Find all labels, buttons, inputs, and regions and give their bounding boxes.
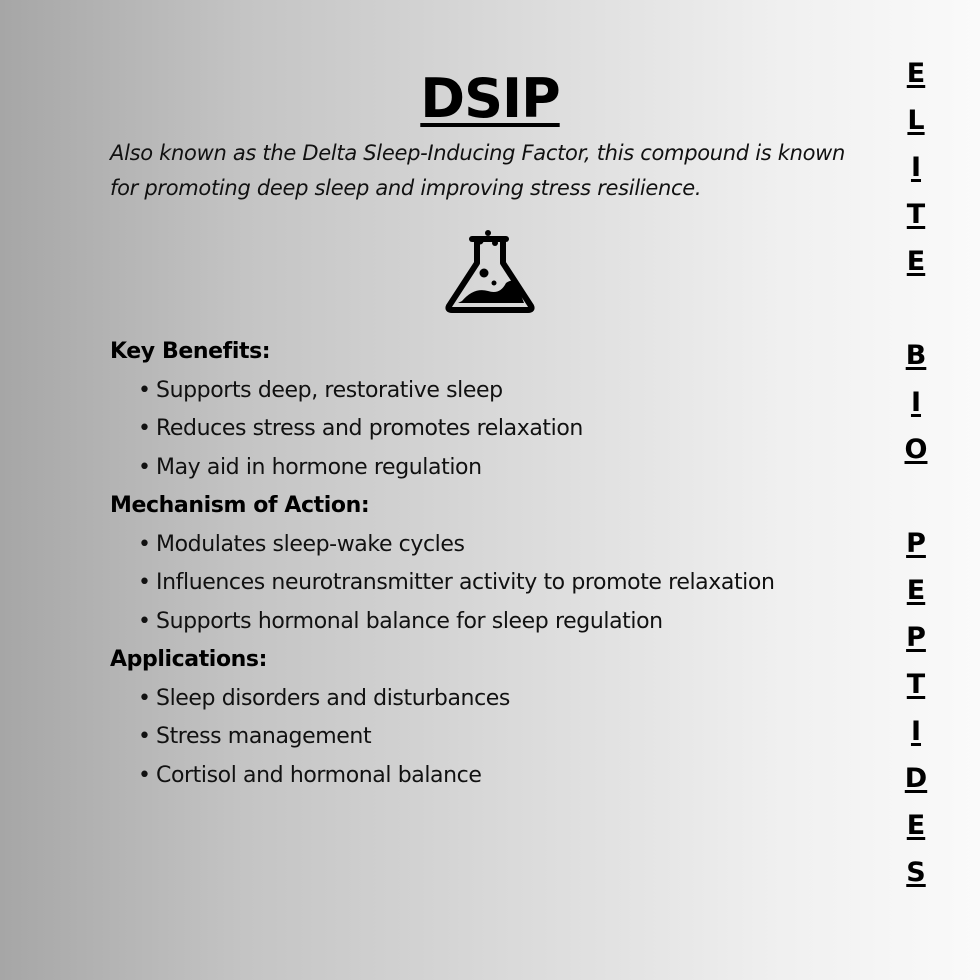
brand-letter: S	[906, 857, 926, 888]
list-item-text: Sleep disorders and disturbances	[156, 685, 510, 711]
bullet-icon: •	[138, 608, 151, 634]
bullet-icon: •	[138, 570, 151, 595]
list-item-text: Cortisol and hormonal balance	[156, 762, 482, 788]
section-heading-key-benefits: Key Benefits:	[110, 339, 271, 364]
brand-letter: P	[906, 622, 926, 653]
brand-letter: D	[904, 763, 928, 794]
section-heading-applications: Applications:	[110, 647, 268, 672]
list-item	[110, 410, 870, 449]
brand-vertical-text	[890, 50, 942, 896]
list-item	[110, 526, 870, 565]
list-item-text: Stress management	[156, 724, 372, 749]
bullet-icon: •	[138, 531, 151, 557]
list-item	[110, 564, 870, 603]
list-item-text: Reduces stress and promotes relaxation	[156, 416, 583, 441]
list-item	[110, 718, 870, 757]
bullet-icon: •	[138, 377, 151, 403]
page-title	[0, 66, 980, 132]
brand-spacer	[890, 285, 942, 332]
brand-letter: I	[910, 152, 922, 183]
bullet-icon: •	[138, 762, 151, 788]
flask-icon	[444, 227, 536, 313]
list-item	[110, 680, 870, 719]
content	[110, 333, 870, 795]
brand-letter: E	[906, 58, 926, 89]
bullet-icon: •	[138, 685, 151, 711]
brand-spacer	[890, 473, 942, 520]
brand-letter: E	[906, 246, 926, 277]
brand-letter: T	[906, 199, 926, 230]
list-item-text: May aid in hormone regulation	[156, 454, 482, 480]
brand-letter: I	[910, 387, 922, 418]
list-item-text: Supports hormonal balance for sleep regulation	[156, 608, 663, 634]
brand-letter: T	[906, 669, 926, 700]
section-heading-mechanism: Mechanism of Action:	[110, 493, 370, 518]
list-item	[110, 757, 870, 796]
brand-letter: P	[906, 528, 926, 559]
subtitle: Also known as the Delta Sleep-Inducing Factor, this compound is known for promoting deep sleep and improving stress resilience.	[110, 141, 846, 200]
list-item-text: Influences neurotransmitter activity to promote relaxation	[156, 570, 775, 595]
list-item-text: Modulates sleep-wake cycles	[156, 531, 465, 557]
brand-letter: I	[910, 716, 922, 747]
page-title-text: DSIP	[420, 67, 560, 130]
brand-letter: E	[906, 575, 926, 606]
brand-letter: E	[906, 810, 926, 841]
list-item-text: Supports deep, restorative sleep	[156, 377, 503, 403]
bullet-icon: •	[138, 724, 151, 749]
list-item	[110, 603, 870, 642]
bullet-icon: •	[138, 454, 151, 480]
brand-letter: B	[905, 340, 927, 371]
list-item	[110, 372, 870, 411]
brand-letter: O	[904, 434, 928, 465]
brand-letter: L	[907, 105, 925, 136]
list-item	[110, 449, 870, 488]
bullet-icon: •	[138, 416, 151, 441]
